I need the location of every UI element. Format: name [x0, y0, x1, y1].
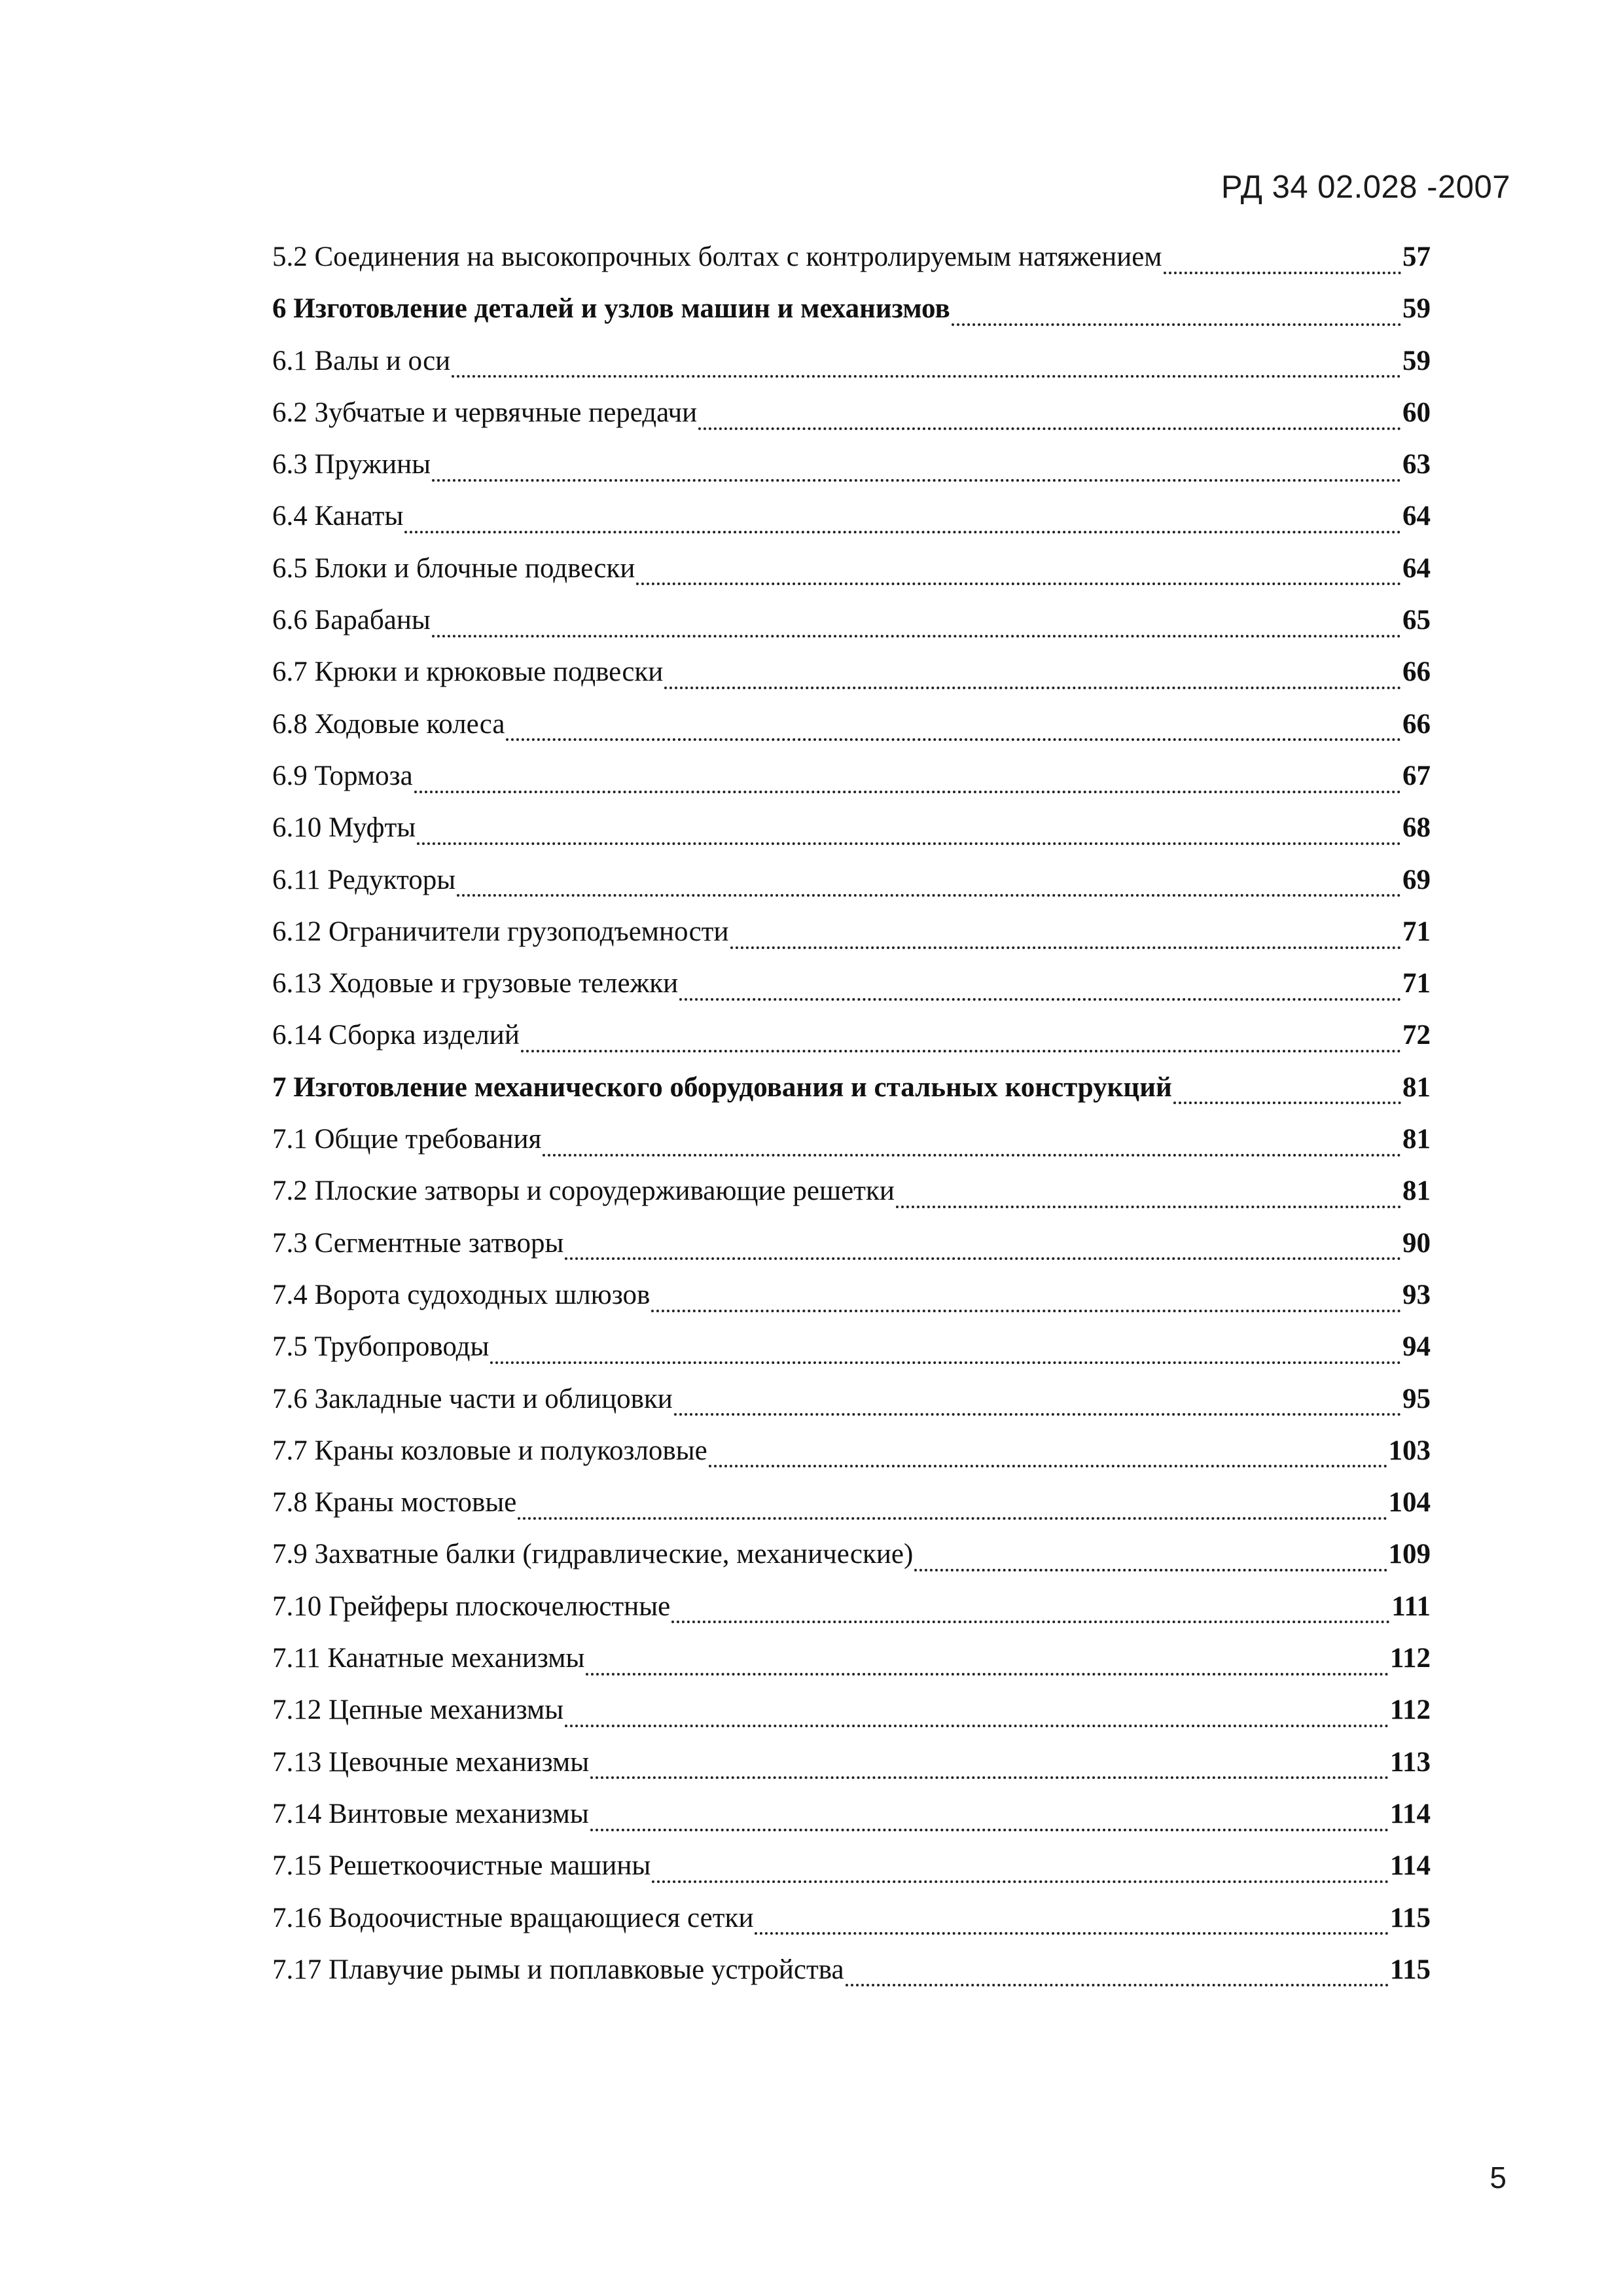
toc-entry-page: 59	[1402, 293, 1431, 325]
toc-entry-title: 7.16 Водоочистные вращающиеся сетки	[272, 1902, 754, 1933]
toc-entry-page: 81	[1402, 1175, 1431, 1207]
toc-entry-page: 66	[1402, 656, 1431, 688]
toc-dot-leader	[952, 323, 1401, 326]
toc-entry	[272, 1642, 1431, 1694]
toc-entry-title: 6.1 Валы и оси	[272, 345, 451, 376]
toc-entry-page: 68	[1402, 812, 1431, 844]
toc-entry	[272, 1486, 1431, 1538]
toc-dot-leader	[432, 479, 1401, 482]
toc-dot-leader	[565, 1257, 1401, 1260]
toc-entry-title: 6.5 Блоки и блочные подвески	[272, 552, 635, 584]
toc-entry-page: 115	[1389, 1954, 1431, 1985]
toc-dot-leader	[457, 894, 1401, 897]
toc-dot-leader	[452, 375, 1401, 378]
toc-entry-title: 7.11 Канатные механизмы	[272, 1643, 585, 1674]
toc-dot-leader	[914, 1569, 1387, 1571]
toc-entry-title: 7.10 Грейферы плоскочелюстные	[272, 1590, 671, 1622]
toc-entry-title: 7.9 Захватные балки (гидравлические, механические)	[272, 1539, 914, 1570]
toc-entry-page: 114	[1389, 1850, 1431, 1882]
toc-entry	[272, 967, 1431, 1019]
toc-entry-page: 64	[1402, 552, 1431, 584]
toc-entry-page: 71	[1402, 916, 1431, 947]
toc-entry-title: 6.13 Ходовые и грузовые тележки	[272, 968, 679, 999]
toc-entry	[272, 1279, 1431, 1331]
toc-entry	[272, 1175, 1431, 1227]
toc-entry-page: 67	[1402, 760, 1431, 791]
toc-dot-leader	[679, 998, 1401, 1001]
toc-entry-page: 63	[1402, 449, 1431, 480]
toc-entry	[272, 345, 1431, 397]
toc-entry	[272, 1123, 1431, 1175]
toc-entry-page: 111	[1391, 1590, 1431, 1622]
toc-entry-title: 6.7 Крюки и крюковые подвески	[272, 656, 664, 688]
toc-dot-leader	[1173, 1102, 1401, 1104]
toc-entry-page: 71	[1402, 968, 1431, 999]
toc-entry-title: 6.9 Тормоза	[272, 760, 413, 791]
toc-entry-title: 6.14 Сборка изделий	[272, 1020, 520, 1051]
toc-entry-title: 6.3 Пружины	[272, 449, 431, 480]
toc-entry-title: 7.4 Ворота судоходных шлюзов	[272, 1279, 651, 1310]
toc-entry	[272, 1383, 1431, 1435]
toc-dot-leader	[674, 1413, 1401, 1416]
toc-entry	[272, 1902, 1431, 1954]
toc-dot-leader	[543, 1154, 1401, 1157]
toc-entry-page: 94	[1402, 1331, 1431, 1363]
toc-dot-leader	[521, 1050, 1401, 1052]
toc-dot-leader	[565, 1725, 1389, 1727]
toc-entry-page: 65	[1402, 605, 1431, 636]
toc-entry	[272, 1538, 1431, 1590]
toc-dot-leader	[518, 1517, 1387, 1520]
toc-entry	[272, 812, 1431, 863]
toc-entry-page: 69	[1402, 864, 1431, 895]
toc-entry-title: 7.2 Плоские затворы и сороудерживающие решетки	[272, 1175, 895, 1207]
toc-entry	[272, 864, 1431, 916]
toc-entry	[272, 1019, 1431, 1071]
toc-dot-leader	[586, 1673, 1388, 1676]
toc-entry	[272, 552, 1431, 604]
toc-entry-title: 7.12 Цепные механизмы	[272, 1695, 564, 1726]
toc-entry-title: 6 Изготовление деталей и узлов машин и механизмов	[272, 293, 950, 325]
toc-entry-title: 7.6 Закладные части и облицовки	[272, 1383, 673, 1414]
toc-entry-title: 7 Изготовление механического оборудования и стальных конструкций	[272, 1071, 1172, 1103]
table-of-contents	[272, 241, 1431, 2005]
toc-dot-leader	[506, 738, 1401, 741]
toc-dot-leader	[590, 1776, 1389, 1779]
toc-entry-title: 6.8 Ходовые колеса	[272, 708, 505, 740]
toc-entry-title: 7.13 Цевочные механизмы	[272, 1746, 590, 1778]
toc-entry	[272, 241, 1431, 293]
toc-dot-leader	[490, 1361, 1401, 1364]
toc-entry-title: 7.3 Сегментные затворы	[272, 1227, 564, 1259]
toc-entry-page: 112	[1389, 1695, 1431, 1726]
toc-entry	[272, 1071, 1431, 1123]
toc-dot-leader	[590, 1829, 1389, 1831]
document-code: РД 34 02.028 -2007	[1221, 170, 1510, 205]
toc-entry-page: 112	[1389, 1643, 1431, 1674]
toc-dot-leader	[730, 946, 1402, 949]
toc-entry	[272, 397, 1431, 448]
toc-entry-title: 6.6 Барабаны	[272, 605, 431, 636]
toc-entry-title: 7.1 Общие требования	[272, 1124, 542, 1155]
toc-entry-title: 7.5 Трубопроводы	[272, 1331, 490, 1363]
toc-entry-page: 81	[1402, 1124, 1431, 1155]
toc-entry	[272, 293, 1431, 344]
toc-dot-leader	[698, 427, 1401, 430]
toc-entry-page: 72	[1402, 1020, 1431, 1051]
toc-entry-title: 6.2 Зубчатые и червячные передачи	[272, 397, 698, 428]
toc-entry	[272, 1435, 1431, 1486]
toc-entry-title: 6.11 Редукторы	[272, 864, 456, 895]
toc-dot-leader	[664, 687, 1401, 689]
toc-entry	[272, 1954, 1431, 2005]
toc-dot-leader	[404, 531, 1401, 533]
toc-entry-page: 93	[1402, 1279, 1431, 1310]
toc-dot-leader	[896, 1206, 1401, 1208]
toc-entry	[272, 1590, 1431, 1642]
toc-dot-leader	[671, 1621, 1390, 1623]
toc-entry-title: 7.8 Краны мостовые	[272, 1487, 517, 1518]
toc-entry	[272, 1850, 1431, 1901]
toc-entry	[272, 1798, 1431, 1850]
toc-entry-page: 66	[1402, 708, 1431, 740]
toc-entry-title: 7.14 Винтовые механизмы	[272, 1798, 589, 1829]
toc-entry-page: 104	[1388, 1487, 1431, 1518]
toc-entry	[272, 500, 1431, 552]
toc-entry-page: 57	[1402, 242, 1431, 272]
toc-entry-page: 114	[1389, 1798, 1431, 1829]
toc-entry	[272, 656, 1431, 708]
toc-dot-leader	[652, 1880, 1389, 1883]
toc-entry-page: 109	[1388, 1539, 1431, 1570]
toc-dot-leader	[651, 1310, 1401, 1312]
toc-dot-leader	[636, 583, 1401, 585]
toc-entry-page: 60	[1402, 397, 1431, 428]
page-number: 5	[1489, 2161, 1507, 2195]
toc-entry-page: 103	[1388, 1435, 1431, 1466]
toc-entry	[272, 604, 1431, 656]
toc-entry	[272, 1227, 1431, 1279]
toc-entry-page: 59	[1402, 345, 1431, 376]
toc-entry-page: 90	[1402, 1227, 1431, 1259]
toc-entry-title: 7.17 Плавучие рымы и поплавковые устройства	[272, 1954, 844, 1985]
toc-entry-title: 6.12 Ограничители грузоподъемности	[272, 916, 729, 947]
toc-dot-leader	[755, 1932, 1388, 1935]
toc-entry-page: 113	[1389, 1746, 1431, 1778]
toc-entry	[272, 708, 1431, 760]
toc-dot-leader	[417, 842, 1401, 845]
toc-dot-leader	[432, 635, 1401, 637]
toc-entry	[272, 916, 1431, 967]
toc-dot-leader	[1164, 272, 1401, 274]
toc-entry-page: 95	[1402, 1383, 1431, 1414]
toc-entry-page: 115	[1389, 1902, 1431, 1933]
toc-entry-page: 64	[1402, 501, 1431, 532]
toc-entry	[272, 1331, 1431, 1382]
toc-entry	[272, 1746, 1431, 1798]
toc-entry-page: 81	[1402, 1071, 1431, 1103]
toc-entry-title: 5.2 Соединения на высокопрочных болтах с контролируемым натяжением	[272, 242, 1162, 272]
toc-entry	[272, 1694, 1431, 1746]
toc-entry-title: 6.4 Канаты	[272, 501, 404, 532]
toc-dot-leader	[709, 1465, 1387, 1467]
toc-dot-leader	[846, 1984, 1389, 1986]
toc-entry	[272, 448, 1431, 500]
toc-entry-title: 7.15 Решеткоочистные машины	[272, 1850, 651, 1882]
toc-entry-title: 7.7 Краны козловые и полукозловые	[272, 1435, 707, 1466]
toc-entry-title: 6.10 Муфты	[272, 812, 416, 844]
toc-entry	[272, 760, 1431, 812]
toc-dot-leader	[414, 791, 1401, 793]
